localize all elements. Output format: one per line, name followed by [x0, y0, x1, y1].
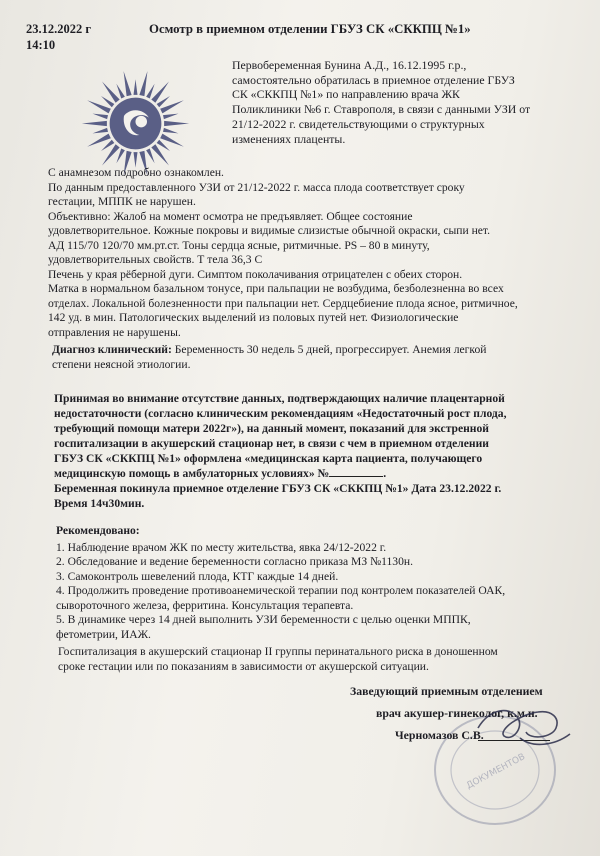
hospitalization-line: Госпитализация в акушерский стационар II группы перинатального риска в доношенном [58, 645, 498, 658]
intro-line: изменениях плаценты. [232, 131, 346, 146]
decision-line: госпитализации в акушерский стационар нет, в связи с чем в приемном отделении [54, 437, 489, 450]
sun-ray [164, 121, 189, 126]
exam-line: С анамнезом подробно ознакомлен. [48, 166, 224, 179]
recommendation-item: фетометрии, ИАЖ. [56, 627, 151, 641]
sun-disc [110, 98, 162, 150]
decision-line: Время 14ч30мин. [54, 497, 145, 510]
decision-line: требующий помощи матери 2022г»), на данный момент, показаний для экстренной [54, 422, 489, 435]
sun-ray [139, 71, 147, 96]
examination-text [48, 166, 542, 340]
card-number-blank [329, 466, 383, 477]
recommendation-item: 4. Продолжить проведение противоанемической терапии под контролем показателей ОАК, [56, 584, 506, 597]
decision-line: недостаточности (согласно клиническим рекомендациям «Недостаточный рост плода, [54, 407, 507, 420]
sun-ray [146, 148, 155, 163]
sun-ray [157, 140, 170, 151]
decision-line: ГБУЗ СК «СККПЦ №1» оформлена «медицинская карта пациента, получающего [54, 452, 483, 465]
exam-line: удовлетворительных свойств. Т тела 36,3 С [48, 253, 263, 266]
intro-line: 21/12-2022 г. свидетельствующими о структурных [232, 116, 485, 131]
sun-ray [163, 114, 178, 119]
exam-line: Объективно: Жалоб на момент осмотра не предъявляет. Общее состояние [48, 209, 413, 223]
sun-inner-dot [136, 116, 148, 128]
handwritten-signature [460, 688, 580, 768]
sun-ray [116, 148, 125, 163]
exam-line: По данным предоставленного УЗИ от 21/12-2022 г. масса плода соответствует сроку [48, 180, 465, 194]
sun-ray [82, 121, 107, 126]
sun-ray [133, 79, 137, 94]
sun-ray [93, 114, 108, 119]
diagnosis-text-cont: степени неясной этиологии. [52, 357, 191, 371]
decision-line: медицинскую помощь в амбулаторных условиях» № [54, 467, 330, 480]
recommendation-item: 2. Обследование и ведение беременности согласно приказа МЗ №1130н. [56, 555, 413, 568]
exam-line: удовлетворительное. Кожные покровы и видимые слизистые обычной окраски, сыпи нет. [48, 224, 491, 237]
intro-line: Поликлиники №6 г. Ставрополя, в связи с данными УЗИ от [232, 102, 531, 117]
intro-line: Первобеременная Бунина А.Д., 16.12.1995 г.р., [232, 58, 467, 72]
sun-ray [146, 84, 155, 99]
diagnosis-label: Диагноз клинический: [52, 343, 172, 356]
signatory-name: Черномазов С.В. [395, 728, 484, 742]
exam-line: АД 115/70 120/70 мм.рт.ст. Тоны сердца ясные, ритмичные. PS – 80 в минуту, [48, 238, 430, 252]
signatory-title: врач акушер-гинеколог, к.м.н. [376, 706, 538, 720]
decision-paragraph: Принимая во внимание отсутствие данных, подтверждающих наличие плацентарной недостаточности (согласно клиническим рекомендациям «Недостаточный рост плода, требующий помощи матери 2022г»), на данный момент, показаний для экстренной госпитализации в акушерский стационар нет, в связи с чем в приемном отделении ГБУЗ СК «СККПЦ №1» оформлена «медицинская карта пациента, получающего медицинскую помощь в амбулаторных условиях» № . Беременная покинула приемное отделение ГБУЗ СК «СККПЦ №1» Дата 23.12.2022 г. Время 14ч30мин. [54, 391, 544, 511]
sun-emblem-logo [78, 66, 193, 181]
intro-line: СК «СККПЦ №1» по направлению врача ЖК [232, 87, 460, 102]
recommendation-item: 5. В динамике через 14 дней выполнить УЗИ беременности с целью оценки МППК, [56, 613, 471, 626]
document-title: Осмотр в приемном отделении ГБУЗ СК «СККПЦ №1» [149, 22, 471, 36]
intro-line: самостоятельно обратилась в приемное отделение ГБУЗ [232, 72, 515, 87]
document-time: 14:10 [26, 38, 56, 52]
exam-line: отделах. Локальной болезненности при пальпации нет. Сердцебиение плода ясное, ритмичное, [48, 296, 518, 310]
recommendation-item: 1. Наблюдение врачом ЖК по месту жительства, явка 24/12-2022 г. [56, 540, 387, 554]
decision-line: Беременная покинула приемное отделение ГБУЗ СК «СККПЦ №1» Дата 23.12.2022 г. [54, 482, 502, 495]
document-date: 23.12.2022 г [26, 22, 92, 36]
recommendation-item: сывороточного железа, ферритина. Консультация терапевта. [56, 598, 354, 612]
intro-paragraph [232, 58, 554, 146]
stamp-text: ДОКУМЕНТОВ [464, 752, 527, 792]
sun-ray [101, 96, 114, 107]
sun-ray [101, 140, 114, 151]
sun-ray [124, 71, 132, 96]
hospitalization-note [58, 645, 544, 674]
recommendations [56, 524, 544, 642]
recommendations-heading: Рекомендовано: [56, 524, 140, 537]
sun-ray [163, 128, 178, 133]
exam-line: Матка в нормальном базальном тонусе, при пальпации не возбудима, безболезненна во всех [48, 282, 504, 295]
hospitalization-line: сроке гестации или по показаниям в зависимости от акушерской ситуации. [58, 659, 429, 673]
sun-ray [93, 128, 108, 133]
sun-ray [116, 84, 125, 99]
sun-ray [157, 96, 170, 107]
exam-line: 142 уд. в мин. Патологических выделений из половых путей нет. Физиологические [48, 311, 459, 324]
exam-line: отправления не нарушены. [48, 325, 181, 339]
recommendation-item: 3. Самоконтроль шевелений плода, КТГ каждые 14 дней. [56, 569, 339, 583]
decision-line: Принимая во внимание отсутствие данных, подтверждающих наличие плацентарной [54, 392, 505, 405]
exam-line: Печень у края рёберной дуги. Симптом поколачивания отрицателен с обеих сторон. [48, 267, 463, 281]
clinical-diagnosis [52, 343, 542, 372]
diagnosis-text: Беременность 30 недель 5 дней, прогрессирует. Анемия легкой [174, 343, 487, 356]
signatory-position: Заведующий приемным отделением [350, 684, 543, 698]
exam-line: гестации, МППК не нарушен. [48, 195, 196, 208]
